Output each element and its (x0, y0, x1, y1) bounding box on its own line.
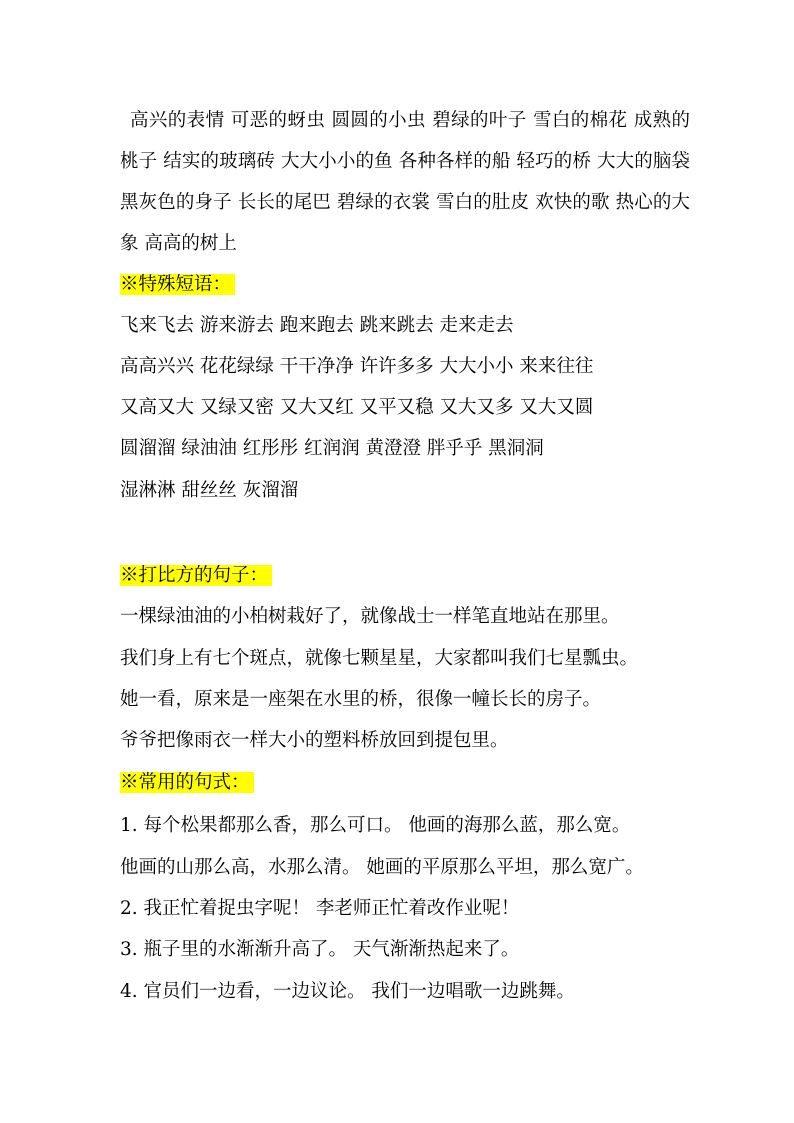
phrase-line: 又高又大 又绿又密 又大又红 又平又稳 又大又多 又大又圆 (120, 397, 594, 418)
section-heading-common-patterns (120, 770, 254, 796)
pattern-line: 1. 每个松果都那么香，那么可口。 他画的海那么蓝，那么宽。 (120, 815, 631, 836)
heading-highlight: ※特殊短语： (120, 274, 235, 295)
pattern-line: 3. 瓶子里的水渐渐升高了。 天气渐渐热起来了。 (120, 939, 520, 960)
heading-highlight: ※常用的句式： (120, 772, 254, 793)
pattern-line: 2. 我正忙着捉虫字呢！ 李老师正忙着改作业呢！ (120, 898, 520, 919)
sentence-line: 爷爷把像雨衣一样大小的塑料桥放回到提包里。 (120, 730, 509, 751)
pattern-line: 他画的山那么高，水那么清。 她画的平原那么平坦，那么宽广。 (120, 857, 644, 878)
heading-highlight: ※打比方的句子： (120, 565, 272, 586)
pattern-line: 4. 官员们一边看，一边议论。 我们一边唱歌一边跳舞。 (120, 981, 575, 1002)
section-heading-metaphor-sentences (120, 563, 272, 589)
phrase-line: 高高兴兴 花花绿绿 干干净净 许许多多 大大小小 来来往往 (120, 356, 594, 377)
sentence-line: 一棵绿油油的小柏树栽好了，就像战士一样笔直地站在那里。 (120, 606, 620, 627)
sentence-line: 她一看，原来是一座架在水里的桥，很像一幢长长的房子。 (120, 689, 602, 710)
sentence-line: 我们身上有七个斑点，就像七颗星星，大家都叫我们七星瓢虫。 (120, 648, 639, 669)
phrase-line: 湿淋淋 甜丝丝 灰溜溜 (120, 480, 299, 501)
section-heading-special-phrases (120, 272, 235, 298)
phrase-line: 圆溜溜 绿油油 红彤彤 红润润 黄澄澄 胖乎乎 黑洞洞 (120, 438, 544, 459)
phrase-line: 飞来飞去 游来游去 跑来跑去 跳来跳去 走来走去 (120, 315, 514, 336)
phrase-paragraph: 高兴的表情 可恶的蚜虫 圆圆的小虫 碧绿的叶子 雪白的棉花 成熟的桃子 结实的玻璃砖 大大小小的鱼 各种各样的船 轻巧的桥 大大的脑袋 黑灰色的身子 长长的尾巴 碧绿的衣裳 雪白的肚皮 欢快的歌 热心的大象 高高的树上 (120, 110, 690, 254)
